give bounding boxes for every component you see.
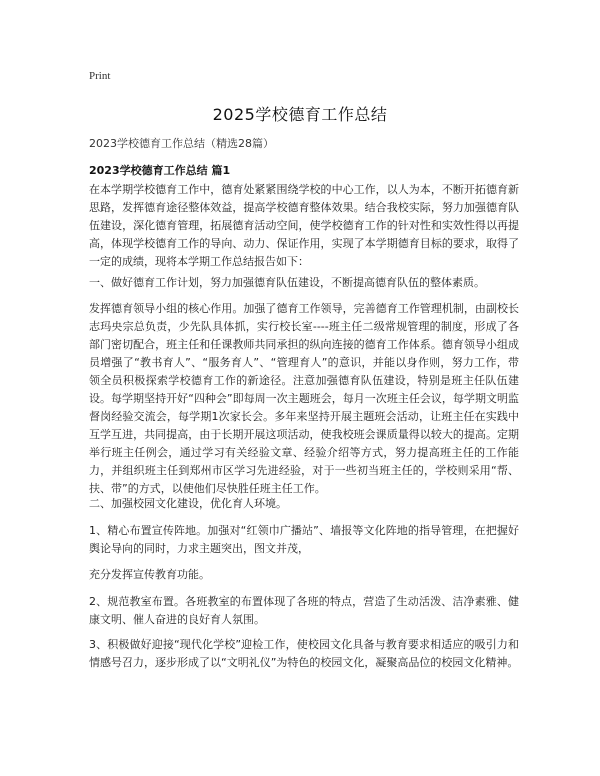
paragraph-item-3: 3、积极做好迎接“现代化学校”迎检工作，使校园文化具备与教育要求相适应的吸引力和情感号召力，逐步形成了以“文明礼仪”为特色的校园文化，凝聚高品位的校园文化精神。 [89, 638, 519, 669]
paragraph-item-1: 1、精心布置宣传阵地。加强对“红领巾广播站”、墙报等文化阵地的指导管理，在把握好舆论导向的同时，力求主题突出，图文并茂， [89, 524, 519, 555]
section-heading: 2023学校德育工作总结 篇1 [89, 164, 231, 177]
page-title: 2025学校德育工作总结 [212, 105, 388, 124]
document-subtitle: 2023学校德育工作总结（精选28篇） [89, 137, 274, 150]
paragraph-item-2: 2、规范教室布置。各班教室的布置体现了各班的特点，营造了生动活泼、洁净素雅、健康文明、催人奋进的良好育人氛围。 [89, 595, 519, 626]
paragraph-team-building: 发挥德育领导小组的核心作用。加强了德育工作领导，完善德育工作管理机制，由副校长志玛央宗总负责，少先队具体抓，实行校长室----班主任二级常规管理的制度，形成了各部门密切配合，班主任和任课教师共同承担的纵向连接的德育工作体系。德育领导小组成员增强了“教书育人”、“服务育人”、“管理育人”的意识，并能以身作则，努力工作，带领全员积极探索学校德育工作的新途径。注意加强德育队伍建设，特别是班主任队伍建设。每学期坚持开好“四种会”即每周一次主题班会，每月一次班主任会议，每学期文明监督岗经验交流会，每学期1次家长会。多年来坚持开展主题班会活动，让班主任在实践中互学互进，共同提高，由于长期开展这项活动，使我校班会课质量得以较大的提高。定期举行班主任例会，通过学习有关经验文章、经验介绍等方式，努力提高班主任的工作能力，并组织班主任到郑州市区学习先进经验，对于一些初当班主任的，学校则采用“帮、扶、带”的方式，以使他们尽快胜任班主任工作。 [89, 302, 519, 495]
paragraph-heading-1: 一、做好德育工作计划，努力加强德育队伍建设，不断提高德育队伍的整体素质。 [89, 276, 485, 289]
print-label: Print [89, 70, 111, 82]
paragraph-item-1-cont: 充分发挥宣传教育功能。 [89, 568, 210, 581]
paragraph-heading-2: 二、加强校园文化建设，优化育人环境。 [89, 497, 287, 510]
paragraph-intro: 在本学期学校德育工作中，德育处紧紧围绕学校的中心工作，以人为本，不断开拓德育新思路，发挥德育途径整体效益，提高学校德育整体效果。结合我校实际，努力加强德育队伍建设，深化德育管理，拓展德育活动空间，使学校德育工作的针对性和实效性得以再提高，体现学校德育工作的导向、动力、保证作用，实现了本学期德育目标的要求，取得了一定的成绩，现将本学期工作总结报告如下： [89, 183, 519, 268]
